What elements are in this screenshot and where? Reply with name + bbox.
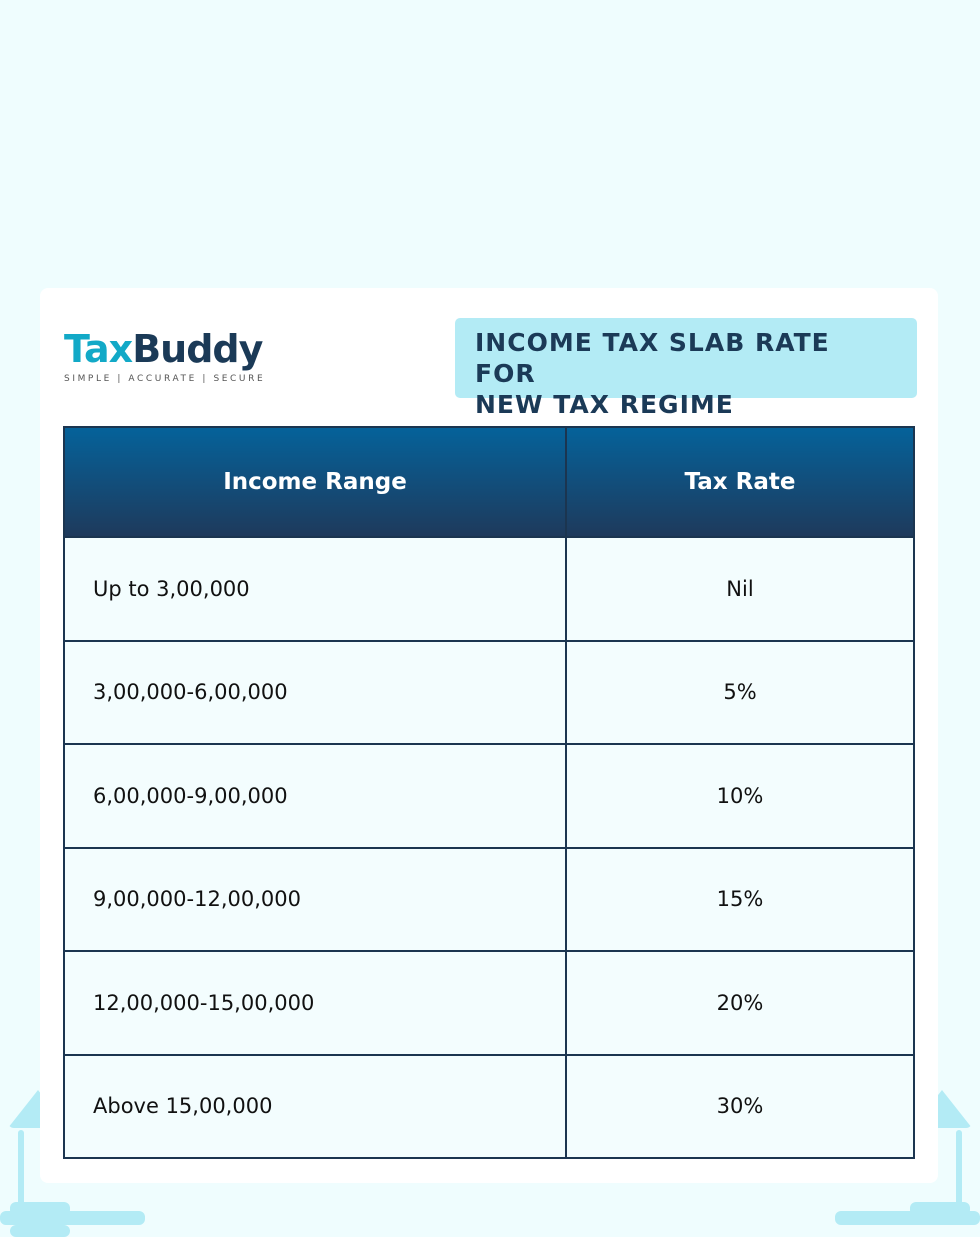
income-range-cell: Above 15,00,000 [64, 1055, 566, 1159]
income-range-cell: 6,00,000-9,00,000 [64, 744, 566, 848]
table-header-row [64, 427, 914, 537]
income-range-cell: 9,00,000-12,00,000 [64, 848, 566, 952]
tax-rate-cell: 30% [566, 1055, 914, 1159]
tax-rate-cell: Nil [566, 537, 914, 641]
table-row [64, 744, 914, 848]
tax-rate-cell: 20% [566, 951, 914, 1055]
tax-rate-cell: 15% [566, 848, 914, 952]
header-tax-rate: Tax Rate [566, 427, 914, 537]
page-title [455, 318, 917, 419]
table-row [64, 1055, 914, 1159]
income-range-cell: 12,00,000-15,00,000 [64, 951, 566, 1055]
tax-rate-cell: 10% [566, 744, 914, 848]
table-row [64, 848, 914, 952]
logo-tax: Tax [64, 327, 133, 371]
tax-rate-cell: 5% [566, 641, 914, 745]
logo-tagline: SIMPLE | ACCURATE | SECURE [64, 374, 266, 384]
table-row [64, 951, 914, 1055]
income-range-cell: 3,00,000-6,00,000 [64, 641, 566, 745]
table-row [64, 537, 914, 641]
tax-slab-table [63, 426, 915, 1159]
logo-buddy: Buddy [132, 327, 263, 371]
tax-slab-card [40, 288, 938, 1183]
income-range-cell: Up to 3,00,000 [64, 537, 566, 641]
table-row [64, 641, 914, 745]
title-line-1: INCOME TAX SLAB RATE FOR [475, 328, 830, 388]
header-income-range: Income Range [64, 427, 566, 537]
taxbuddy-logo [64, 327, 266, 384]
title-line-2: NEW TAX REGIME [475, 390, 734, 419]
